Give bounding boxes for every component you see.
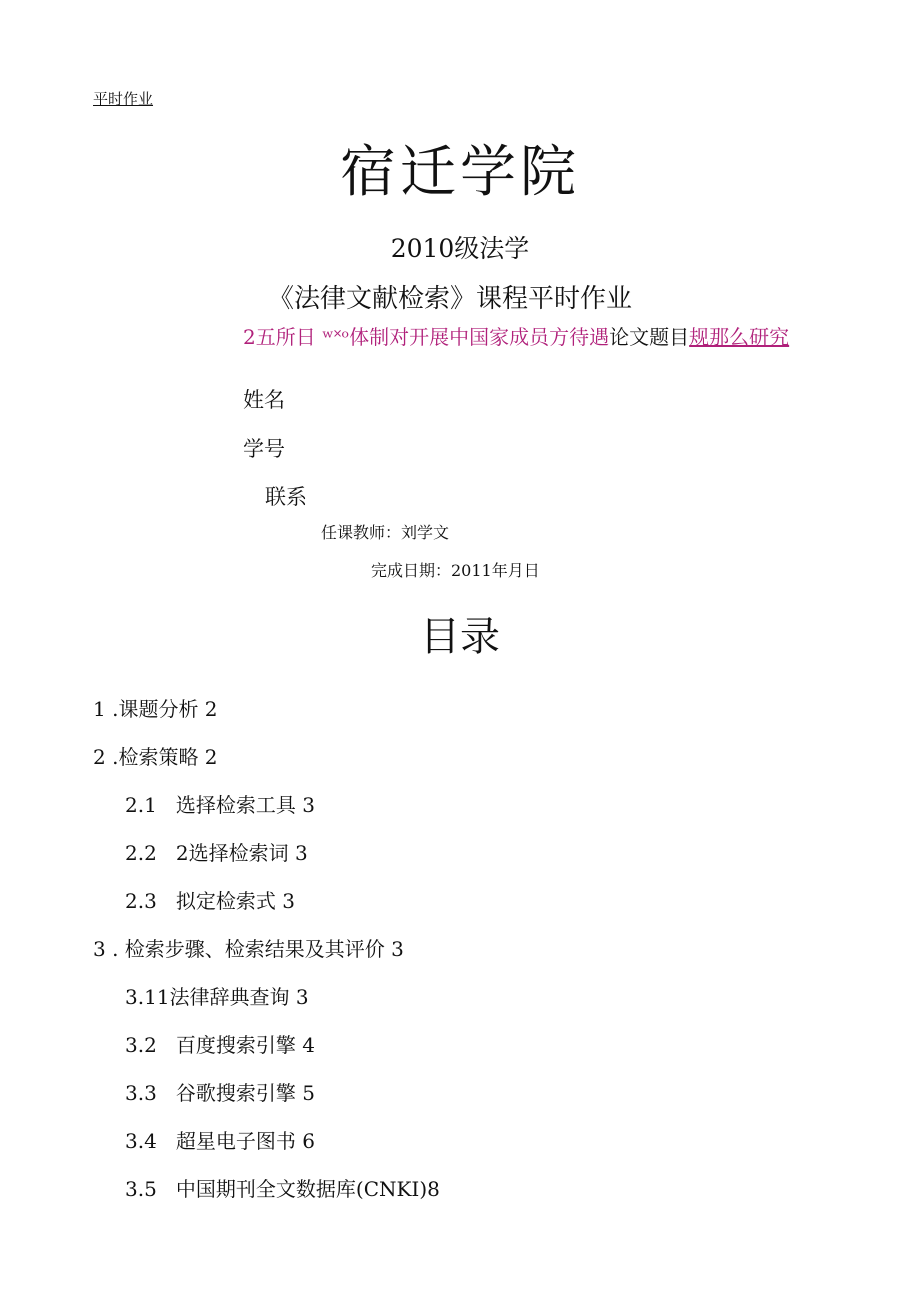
toc-item-label: 1法律辞典查询 3 bbox=[156, 985, 309, 1009]
toc-item-number: 3.1 bbox=[125, 985, 157, 1009]
toc-item[interactable] bbox=[125, 1029, 315, 1058]
toc-item[interactable] bbox=[125, 981, 309, 1010]
toc-item-number: 1 bbox=[93, 697, 106, 721]
toc-item-number: 3.3 bbox=[125, 1081, 157, 1105]
toc-item-label: 谷歌搜索引擎 5 bbox=[175, 1081, 315, 1105]
toc-item-label: 拟定检索式 3 bbox=[175, 889, 295, 913]
topic-text: 2五所日 ʷ˟ᵒ体制对开展中国家成员方待遇 bbox=[243, 325, 610, 349]
toc-title: 目录 bbox=[420, 614, 500, 660]
toc-item[interactable] bbox=[93, 933, 404, 962]
topic-link[interactable]: 规那么研究 bbox=[689, 325, 790, 349]
toc-item-number: 2.1 bbox=[125, 793, 157, 817]
school-name: 宿迁学院 bbox=[340, 140, 580, 205]
name-field: 姓名 bbox=[243, 388, 285, 412]
toc-item[interactable] bbox=[125, 1125, 315, 1154]
paper-topic bbox=[243, 326, 818, 348]
course-title: 《法律文献检索》课程平时作业 bbox=[268, 284, 633, 314]
toc-item-number: 3 bbox=[93, 937, 106, 961]
toc-item[interactable] bbox=[125, 1173, 440, 1202]
contact-field: 联系 bbox=[265, 485, 307, 509]
toc-item-label: 超星电子图书 6 bbox=[175, 1129, 315, 1153]
toc-item-label: 选择检索工具 3 bbox=[175, 793, 315, 817]
toc-item[interactable] bbox=[125, 789, 315, 818]
toc-item-label: 2选择检索词 3 bbox=[175, 841, 308, 865]
toc-item-number: 2.3 bbox=[125, 889, 157, 913]
toc-item[interactable] bbox=[93, 741, 218, 770]
toc-item-label: .检索策略 2 bbox=[112, 745, 218, 769]
toc-item-number: 3.2 bbox=[125, 1033, 157, 1057]
toc-item-label: . 检索步骤、检索结果及其评价 3 bbox=[112, 937, 404, 961]
toc-item-number: 3.5 bbox=[125, 1177, 157, 1201]
toc-item-number: 2.2 bbox=[125, 841, 157, 865]
topic-label: 论文题目 bbox=[609, 325, 690, 349]
toc-item-label: 中国期刊全文数据库(CNKI)8 bbox=[175, 1177, 440, 1201]
student-id-field: 学号 bbox=[243, 437, 285, 461]
teacher-line: 任课教师：刘学文 bbox=[321, 523, 450, 542]
toc-item[interactable] bbox=[125, 837, 308, 866]
toc-item-label: .课题分析 2 bbox=[112, 697, 218, 721]
toc-item-number: 3.4 bbox=[125, 1129, 157, 1153]
toc-item-label: 百度搜索引擎 4 bbox=[175, 1033, 315, 1057]
toc-item[interactable] bbox=[93, 693, 218, 722]
toc-item[interactable] bbox=[125, 1077, 315, 1106]
toc-item-number: 2 bbox=[93, 745, 106, 769]
completion-date: 完成日期：2011年月日 bbox=[371, 561, 540, 580]
grade-line: 2010级法学 bbox=[390, 234, 530, 263]
page-header: 平时作业 bbox=[93, 90, 154, 108]
toc-item[interactable] bbox=[125, 885, 295, 914]
